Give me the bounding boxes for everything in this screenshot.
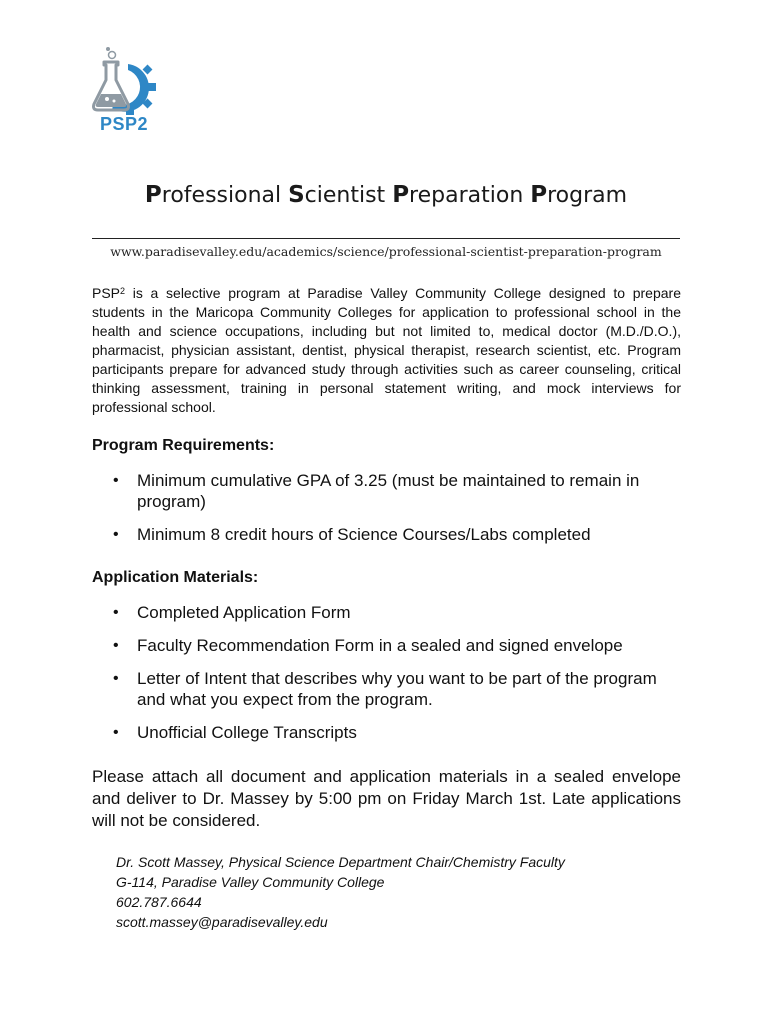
title-divider xyxy=(92,238,680,239)
contact-block xyxy=(116,852,565,932)
materials-heading: Application Materials: xyxy=(92,569,259,586)
materials-list xyxy=(92,602,682,755)
requirements-heading: Program Requirements: xyxy=(92,437,275,454)
requirements-list xyxy=(92,470,682,557)
list-item: • Completed Application Form xyxy=(92,602,682,623)
list-item: • Letter of Intent that describes why you want to be part of the program and what you expect from the program. xyxy=(92,668,682,710)
program-url[interactable]: www.paradisevalley.edu/academics/science/professional-scientist-preparation-program xyxy=(110,244,662,259)
closing-paragraph: Please attach all document and application materials in a sealed envelope and deliver to Dr. Massey by 5:00 pm on Friday March 1st. Late applications will not be considered. xyxy=(92,767,681,830)
contact-phone: 602.787.6644 xyxy=(116,894,202,910)
contact-location: G-114, Paradise Valley Community College xyxy=(116,874,385,890)
list-item: • Minimum cumulative GPA of 3.25 (must be maintained to remain in program) xyxy=(92,470,682,512)
list-item: • Faculty Recommendation Form in a sealed and signed envelope xyxy=(92,635,682,656)
contact-name: Dr. Scott Massey, Physical Science Department Chair/Chemistry Faculty xyxy=(116,854,565,870)
page-title: Professional Scientist Preparation Program xyxy=(144,182,628,208)
list-item: • Unofficial College Transcripts xyxy=(92,722,682,743)
intro-paragraph: PSP$^2$ is a selective program at Paradise Valley Community College designed to prepare students in the Maricopa Community Colleges for application to professional school in the health and science occupations, including but not limited to, medical doctor (M.D./D.O.), pharmacist, physician assistant, dentist, physical therapist, research scientist, etc. Program participants prepare for advanced study through activities such as career counseling, critical thinking assessment, training in personal statement writing, and mock interviews for professional school. xyxy=(92,285,681,415)
logo-text: PSP2 xyxy=(100,114,149,134)
list-item: • Minimum 8 credit hours of Science Courses/Labs completed xyxy=(92,524,682,545)
contact-email[interactable]: scott.massey@paradisevalley.edu xyxy=(116,914,328,930)
